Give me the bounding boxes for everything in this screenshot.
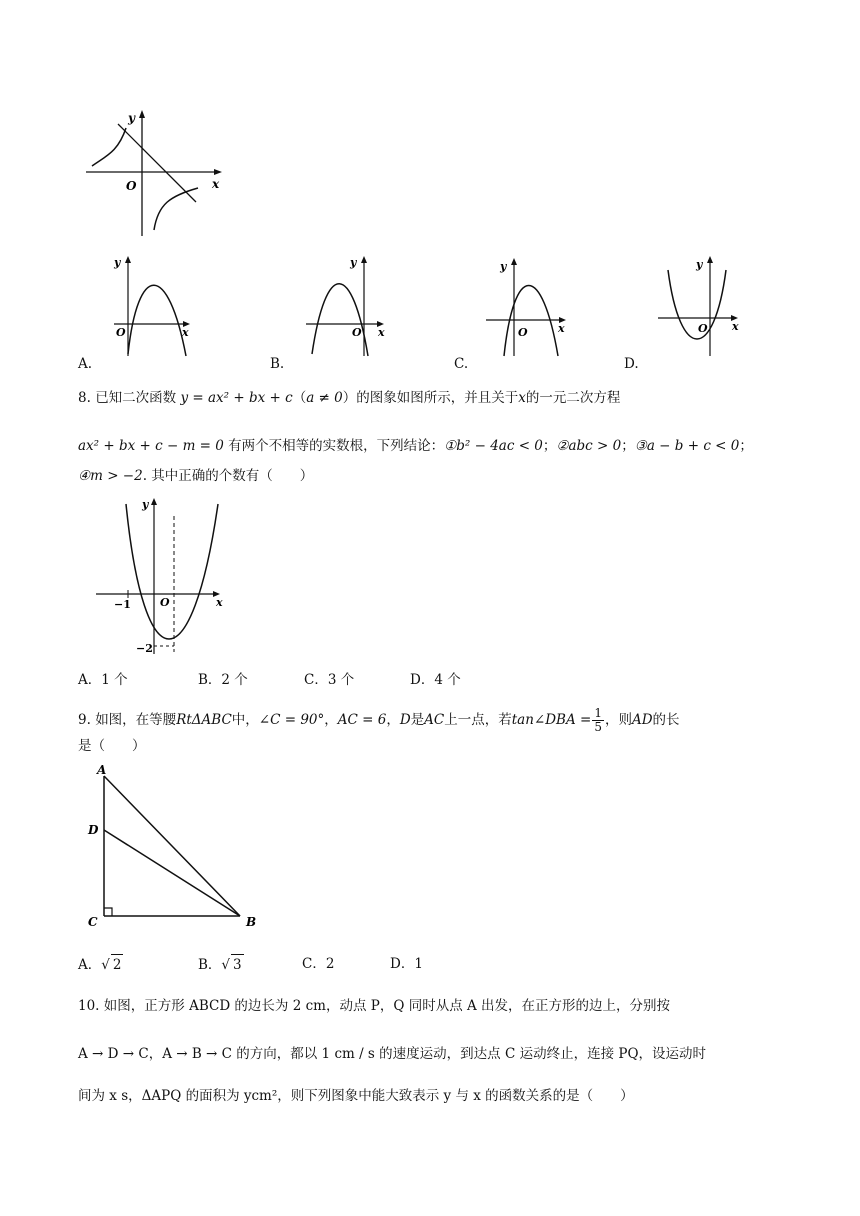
svg-text:D: D <box>88 823 99 837</box>
svg-text:O: O <box>160 596 170 609</box>
q9-fraction <box>592 707 604 734</box>
q10-line1 <box>78 996 670 1016</box>
q8-text-a: 已知二次函数 <box>95 390 177 406</box>
svg-text:x: x <box>378 326 385 339</box>
svg-text:x: x <box>732 320 739 333</box>
q7-option-c-label[interactable]: C. <box>454 356 469 372</box>
sqrt-icon: √ <box>221 957 231 973</box>
svg-text:−1: −1 <box>114 598 131 611</box>
q10-line3: 间为 x s，ΔAPQ 的面积为 ycm²，则下列图象中能大致表示 y 与 x 的函数关系的是（ ） <box>78 1088 634 1104</box>
q9-option-a[interactable] <box>78 954 123 975</box>
svg-text:x: x <box>182 326 189 339</box>
q9-option-a-text: 2 <box>111 954 124 975</box>
q8-option-c-letter: C． <box>304 672 328 688</box>
q9-option-c-letter: C． <box>302 956 326 972</box>
q9-ad: AD <box>631 712 653 728</box>
svg-text:x: x <box>212 177 220 191</box>
q8-conclusion-1: ①b² − 4ac < 0 <box>444 438 543 454</box>
q8-conclusion-4: ④m > −2 <box>78 468 143 484</box>
svg-text:O: O <box>116 326 126 339</box>
q7-option-a-graph <box>110 252 200 362</box>
q9-text-f: ，则 <box>604 712 632 728</box>
q8-equation: ax² + bx + c − m = 0 <box>78 438 224 454</box>
q8-option-b[interactable] <box>198 670 248 690</box>
svg-text:O: O <box>352 326 362 339</box>
q9-triangle-figure <box>84 762 264 932</box>
q9-line2: 是（ ） <box>78 738 146 754</box>
q8-conclusion-2: ②abc > 0 <box>556 438 622 454</box>
q8-condition: a ≠ 0 <box>306 390 343 406</box>
q9-text-a: 如图，在等腰 <box>95 712 177 728</box>
svg-text:y: y <box>128 111 135 125</box>
q8-line3 <box>78 466 313 486</box>
q9-number: 9. <box>78 712 91 728</box>
q9-option-c[interactable] <box>302 954 334 974</box>
q8-var-x: x <box>518 390 526 406</box>
q7-option-b-graph <box>302 252 392 362</box>
q8-option-b-text: 2 个 <box>221 672 248 688</box>
q8-line2: ax² + bx + c − m = 0 有两个不相等的实数根，下列结论：①b² − 4ac < 0；②abc > 0；③a − b + c < 0； <box>78 438 753 454</box>
q10-number: 10. <box>78 998 100 1014</box>
q9-option-d-letter: D． <box>390 956 415 972</box>
q8-number: 8. <box>78 390 91 406</box>
q8-text-e: . 其中正确的个数有（ ） <box>142 468 314 484</box>
svg-text:O: O <box>126 179 137 193</box>
q9-option-c-text: 2 <box>325 956 335 972</box>
q7-option-a-label[interactable]: A. <box>78 356 93 372</box>
svg-text:A: A <box>97 763 107 777</box>
q7-given-graph <box>86 108 226 238</box>
q8-option-d[interactable] <box>410 670 461 690</box>
q9-tan: tan∠DBA = <box>511 712 592 728</box>
q9-option-b[interactable] <box>198 954 244 975</box>
q8-option-d-text: 4 个 <box>434 672 461 688</box>
q7-option-c-graph <box>484 252 574 362</box>
q9-fraction-den: 5 <box>594 720 602 734</box>
q7-option-d-graph <box>656 252 746 362</box>
svg-text:−2: −2 <box>136 642 153 655</box>
q9-text-g: 的长 <box>652 712 680 728</box>
svg-text:y: y <box>142 498 149 511</box>
q9-text-c: ， <box>386 712 400 728</box>
q8-option-a-text: 1 个 <box>101 672 128 688</box>
svg-text:y: y <box>696 258 703 271</box>
q9-option-d-text: 1 <box>414 956 423 972</box>
q10-line1-text: 如图，正方形 ABCD 的边长为 2 cm，动点 P，Q 同时从点 A 出发，在正方形的边上，分别按 <box>103 998 671 1014</box>
q8-option-c[interactable] <box>304 670 354 690</box>
q7-option-b-label[interactable]: B. <box>270 356 285 372</box>
svg-text:y: y <box>350 256 357 269</box>
q8-function: y = ax² + bx + c <box>180 390 293 406</box>
q9-segment-ac: AC <box>424 712 445 728</box>
q10-line2: A → D → C，A → B → C 的方向，都以 1 cm / s 的速度运动，到达点 C 运动终止，连接 PQ，设运动时 <box>78 1046 707 1062</box>
q9-option-d[interactable] <box>390 954 423 974</box>
q9-option-b-letter: B． <box>198 957 222 973</box>
q8-graph <box>92 494 240 660</box>
svg-text:x: x <box>558 322 565 335</box>
q9-option-b-text: 3 <box>231 954 244 975</box>
q9-text-b: 中， <box>231 712 259 728</box>
q8-line1: 8. 已知二次函数 y = ax² + bx + c（a ≠ 0）的图象如图所示，并且关于x的一元二次方程 <box>78 390 621 406</box>
q8-option-d-letter: D． <box>410 672 435 688</box>
svg-text:x: x <box>216 596 223 609</box>
sqrt-icon: √ <box>101 957 110 973</box>
q8-conclusion-3: ③a − b + c < 0 <box>634 438 740 454</box>
q9-triangle: RtΔABC <box>176 712 232 728</box>
q9-line1: 9. 如图，在等腰RtΔABC中，∠C = 90°，AC = 6，D是AC上一点，若tan∠DBA = $\frac{1}{5}$ ，则AD的长 <box>78 706 680 734</box>
svg-text:O: O <box>698 322 708 335</box>
q8-option-a-letter: A． <box>78 672 102 688</box>
q9-fraction-num: 1 <box>594 706 602 720</box>
q9-ac: AC = 6 <box>337 712 387 728</box>
q8-option-a[interactable] <box>78 670 128 690</box>
q9-angle: ∠C = 90° <box>258 712 325 728</box>
svg-text:O: O <box>518 326 528 339</box>
q7-option-d-label[interactable]: D. <box>624 356 639 372</box>
svg-text:B: B <box>246 915 257 929</box>
svg-text:C: C <box>88 915 98 929</box>
svg-text:y: y <box>114 256 121 269</box>
q8-option-c-text: 3 个 <box>327 672 355 688</box>
q8-text-b: 的图象如图所示，并且关于 <box>356 390 519 406</box>
svg-text:y: y <box>500 260 507 273</box>
q9-text-e: 上一点，若 <box>444 712 512 728</box>
q9-text-d: 是 <box>410 712 425 728</box>
q8-text-d: 有两个不相等的实数根，下列结论： <box>228 438 445 454</box>
q8-option-b-letter: B． <box>198 672 222 688</box>
q9-option-a-letter: A． <box>78 957 102 973</box>
q8-text-c: 的一元二次方程 <box>525 390 621 406</box>
q9-point-d: D <box>399 712 411 728</box>
